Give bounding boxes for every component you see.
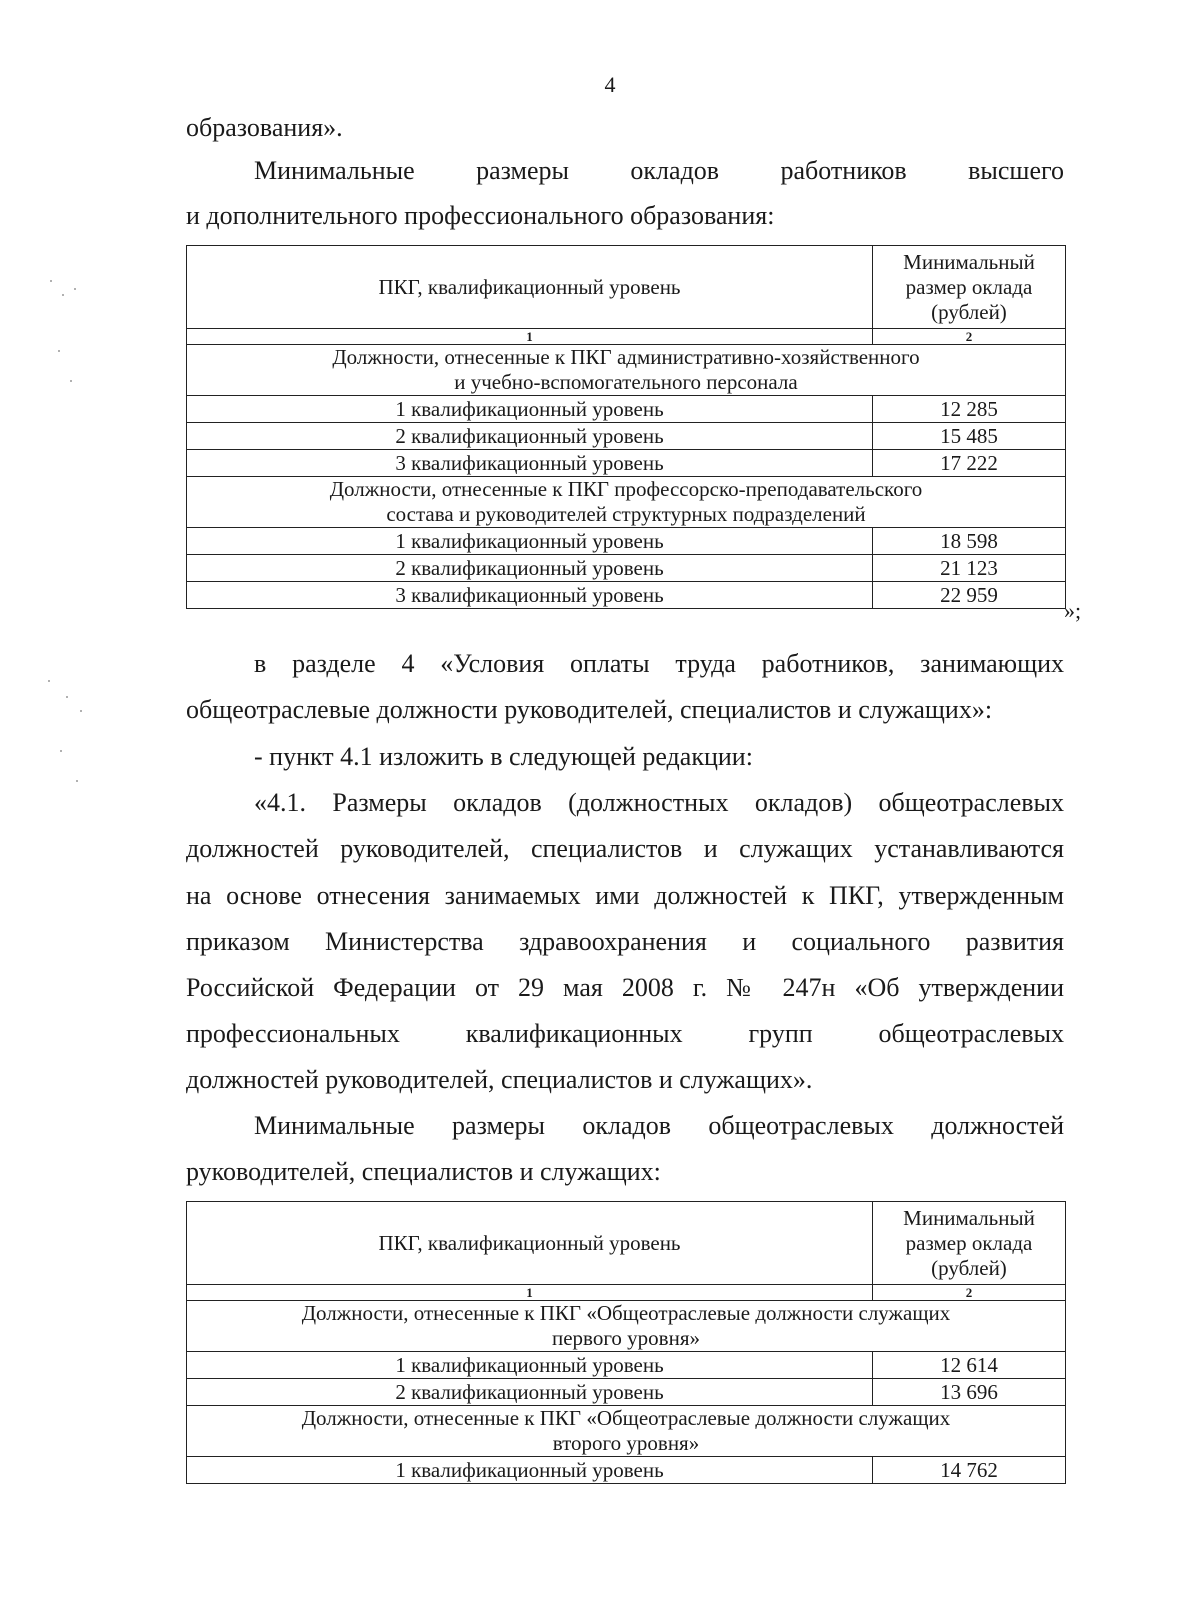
- body-line: руководителей, специалистов и служащих:: [186, 1157, 661, 1186]
- header-line: размер оклада: [905, 274, 1033, 299]
- column-number: 1: [187, 1285, 873, 1301]
- salary-cell: 14 762: [873, 1457, 1066, 1484]
- paragraph-line: и дополнительного профессионального образования:: [186, 201, 775, 230]
- group-title-line: Должности, отнесенные к ПКГ административно-хозяйственного: [332, 345, 920, 369]
- salary-cell: 12 614: [873, 1352, 1066, 1379]
- body-line: приказом Министерства здравоохранения и социального развития: [186, 927, 1064, 956]
- salary-cell: 13 696: [873, 1379, 1066, 1406]
- level-cell: 3 квалификационный уровень: [187, 450, 873, 477]
- table-row: [187, 555, 1066, 582]
- table-row: [187, 423, 1066, 450]
- table-row: [187, 528, 1066, 555]
- header-line: (рублей): [931, 299, 1007, 324]
- table-header-row: [187, 1202, 1066, 1285]
- level-cell: 1 квалификационный уровень: [187, 1457, 873, 1484]
- body-line: в разделе 4 «Условия оплаты труда работников, занимающих: [254, 649, 1064, 678]
- salary-table-higher-education: [186, 245, 1066, 609]
- column-number-row: [187, 329, 1066, 345]
- group-row: [187, 345, 1066, 396]
- salary-cell: 22 959: [873, 582, 1066, 609]
- group-title-line: Должности, отнесенные к ПКГ «Общеотраслевые должности служащих: [301, 1301, 951, 1325]
- level-cell: 1 квалификационный уровень: [187, 528, 873, 555]
- group-title-line: Должности, отнесенные к ПКГ профессорско-преподавательского: [329, 477, 923, 501]
- column-number: 1: [187, 329, 873, 345]
- table-row: [187, 1457, 1066, 1484]
- table-header-row: [187, 246, 1066, 329]
- body-line: на основе отнесения занимаемых ими должностей к ПКГ, утвержденным: [186, 881, 1064, 910]
- table-row: [187, 450, 1066, 477]
- level-cell: 2 квалификационный уровень: [187, 1379, 873, 1406]
- paragraph-line: образования».: [186, 113, 343, 142]
- table-row: [187, 1379, 1066, 1406]
- level-cell: 3 квалификационный уровень: [187, 582, 873, 609]
- body-line: должностей руководителей, специалистов и служащих».: [186, 1065, 813, 1094]
- salary-cell: 21 123: [873, 555, 1066, 582]
- header-line: (рублей): [931, 1255, 1007, 1280]
- closing-quote-mark: »;: [1064, 598, 1082, 623]
- body-line: профессиональных квалификационных групп общеотраслевых: [186, 1019, 1064, 1048]
- group-title-line: Должности, отнесенные к ПКГ «Общеотраслевые должности служащих: [301, 1406, 951, 1430]
- salary-cell: 18 598: [873, 528, 1066, 555]
- column-header-min-salary: [873, 1202, 1066, 1285]
- scan-artifacts: [40, 260, 100, 1560]
- group-title: [187, 477, 1066, 528]
- body-line: должностей руководителей, специалистов и служащих устанавливаются: [186, 834, 1064, 863]
- group-title-line: состава и руководителей структурных подразделений: [386, 502, 866, 526]
- column-number-row: [187, 1285, 1066, 1301]
- paragraph-line: Минимальные размеры окладов работников высшего: [254, 156, 1064, 185]
- group-title: [187, 345, 1066, 396]
- group-title-line: второго уровня»: [552, 1431, 700, 1455]
- column-number: 2: [873, 1285, 1066, 1301]
- salary-cell: 12 285: [873, 396, 1066, 423]
- level-cell: 2 квалификационный уровень: [187, 555, 873, 582]
- salary-cell: 17 222: [873, 450, 1066, 477]
- salary-cell: 15 485: [873, 423, 1066, 450]
- table-row: [187, 396, 1066, 423]
- body-line: Минимальные размеры окладов общеотраслевых должностей: [254, 1111, 1064, 1140]
- column-number: 2: [873, 329, 1066, 345]
- level-cell: 1 квалификационный уровень: [187, 396, 873, 423]
- level-cell: 2 квалификационный уровень: [187, 423, 873, 450]
- header-line: размер оклада: [905, 1230, 1033, 1255]
- body-line: «4.1. Размеры окладов (должностных окладов) общеотраслевых: [254, 788, 1064, 817]
- group-row: [187, 477, 1066, 528]
- table-row: [187, 582, 1066, 609]
- group-title: [187, 1301, 1066, 1352]
- table-row: [187, 1352, 1066, 1379]
- body-line: общеотраслевые должности руководителей, специалистов и служащих»:: [186, 695, 993, 724]
- group-title: [187, 1406, 1066, 1457]
- group-row: [187, 1301, 1066, 1352]
- body-line: Российской Федерации от 29 мая 2008 г. № 247н «Об утверждении: [186, 973, 1064, 1002]
- column-header-pkg: ПКГ, квалификационный уровень: [187, 1202, 873, 1285]
- header-line: Минимальный: [903, 249, 1035, 274]
- group-title-line: и учебно-вспомогательного персонала: [454, 370, 798, 394]
- group-row: [187, 1406, 1066, 1457]
- group-title-line: первого уровня»: [552, 1326, 700, 1350]
- header-line: Минимальный: [903, 1205, 1035, 1230]
- salary-table-general-positions: [186, 1201, 1066, 1484]
- column-header-pkg: ПКГ, квалификационный уровень: [187, 246, 873, 329]
- page-number: 4: [604, 72, 616, 97]
- column-header-min-salary: [873, 246, 1066, 329]
- level-cell: 1 квалификационный уровень: [187, 1352, 873, 1379]
- body-line: - пункт 4.1 изложить в следующей редакции:: [254, 742, 753, 771]
